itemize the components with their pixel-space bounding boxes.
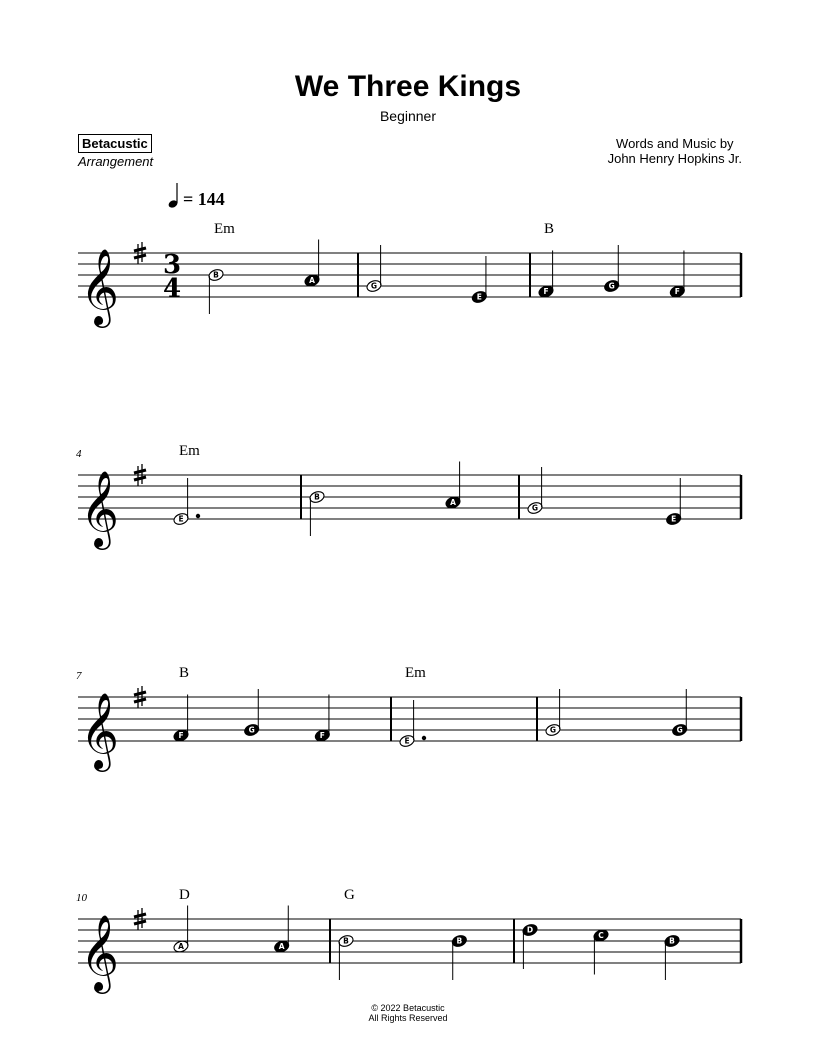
- treble-clef-icon: 𝄞: [80, 248, 120, 325]
- note-letter: B: [213, 270, 219, 280]
- note-letter: A: [178, 942, 184, 952]
- note-letter: F: [319, 731, 325, 741]
- measure-number: 4: [76, 448, 82, 460]
- treble-clef-icon: 𝄞: [80, 692, 120, 769]
- note: [208, 268, 225, 314]
- copyright: © 2022 Betacustic: [371, 1003, 445, 1013]
- note-letter: G: [531, 503, 539, 513]
- note-letter: G: [549, 725, 557, 735]
- measure-number: 7: [76, 670, 82, 682]
- note: [309, 490, 326, 536]
- song-title: We Three Kings: [294, 70, 522, 103]
- note-letter: B: [456, 936, 463, 946]
- chord-symbol: G: [344, 887, 355, 903]
- treble-clef-icon: 𝄞: [80, 470, 120, 547]
- augmentation-dot: [196, 514, 200, 518]
- note: [451, 934, 468, 980]
- time-signature-top: 3: [163, 250, 182, 280]
- brand-box: Betacustic: [78, 134, 152, 153]
- note-letter: G: [248, 725, 255, 735]
- note-letter: E: [178, 514, 184, 524]
- note: [593, 928, 610, 974]
- chord-symbol: Em: [405, 665, 426, 681]
- note-letter: E: [404, 736, 410, 746]
- note-letter: G: [676, 725, 683, 735]
- note: [243, 689, 260, 737]
- note-letter: A: [309, 276, 315, 286]
- note-letter: F: [674, 287, 680, 297]
- rights-reserved: All Rights Reserved: [368, 1013, 448, 1023]
- chord-symbol: B: [179, 665, 190, 681]
- note: [671, 689, 688, 737]
- measure-number: 10: [76, 892, 87, 904]
- note-letter: D: [526, 925, 534, 935]
- note-letter: E: [671, 514, 677, 524]
- staff-system: [76, 665, 741, 772]
- arrangement-label: Arrangement: [78, 154, 154, 169]
- treble-clef-icon: 𝄞: [80, 914, 120, 991]
- staff-system: [78, 221, 741, 328]
- time-signature-bottom: 4: [163, 274, 182, 304]
- note-letter: G: [370, 281, 378, 291]
- chord-symbol: D: [179, 887, 190, 903]
- staff-system: [76, 443, 741, 550]
- difficulty-label: Beginner: [379, 108, 437, 124]
- credit-line-1: Words and Music by: [616, 136, 734, 151]
- note: [665, 478, 682, 526]
- chord-symbol: Em: [214, 221, 235, 237]
- note: [366, 245, 383, 293]
- note: [603, 245, 620, 293]
- chord-symbol: Em: [179, 443, 200, 459]
- note-letter: B: [314, 492, 320, 502]
- note-letter: F: [543, 287, 549, 297]
- chord-symbol: B: [544, 221, 555, 237]
- note-letter: B: [343, 936, 349, 946]
- staff-system: [76, 887, 741, 994]
- note: [664, 934, 681, 980]
- note-letter: A: [450, 498, 456, 508]
- note: [522, 923, 539, 969]
- augmentation-dot: [422, 736, 426, 740]
- note-letter: A: [278, 942, 285, 952]
- note: [545, 689, 562, 737]
- note-letter: G: [608, 281, 615, 291]
- note-letter: B: [669, 936, 675, 946]
- tempo-bpm: = 144: [183, 189, 225, 209]
- note: [471, 256, 488, 304]
- note: [527, 467, 544, 515]
- note-letter: F: [178, 731, 184, 741]
- note: [338, 934, 355, 980]
- tempo-marking: [167, 183, 224, 209]
- note-letter: E: [476, 292, 482, 302]
- note-letter: C: [598, 931, 604, 941]
- credit-line-2: John Henry Hopkins Jr.: [607, 151, 742, 166]
- footer: [0, 1003, 816, 1023]
